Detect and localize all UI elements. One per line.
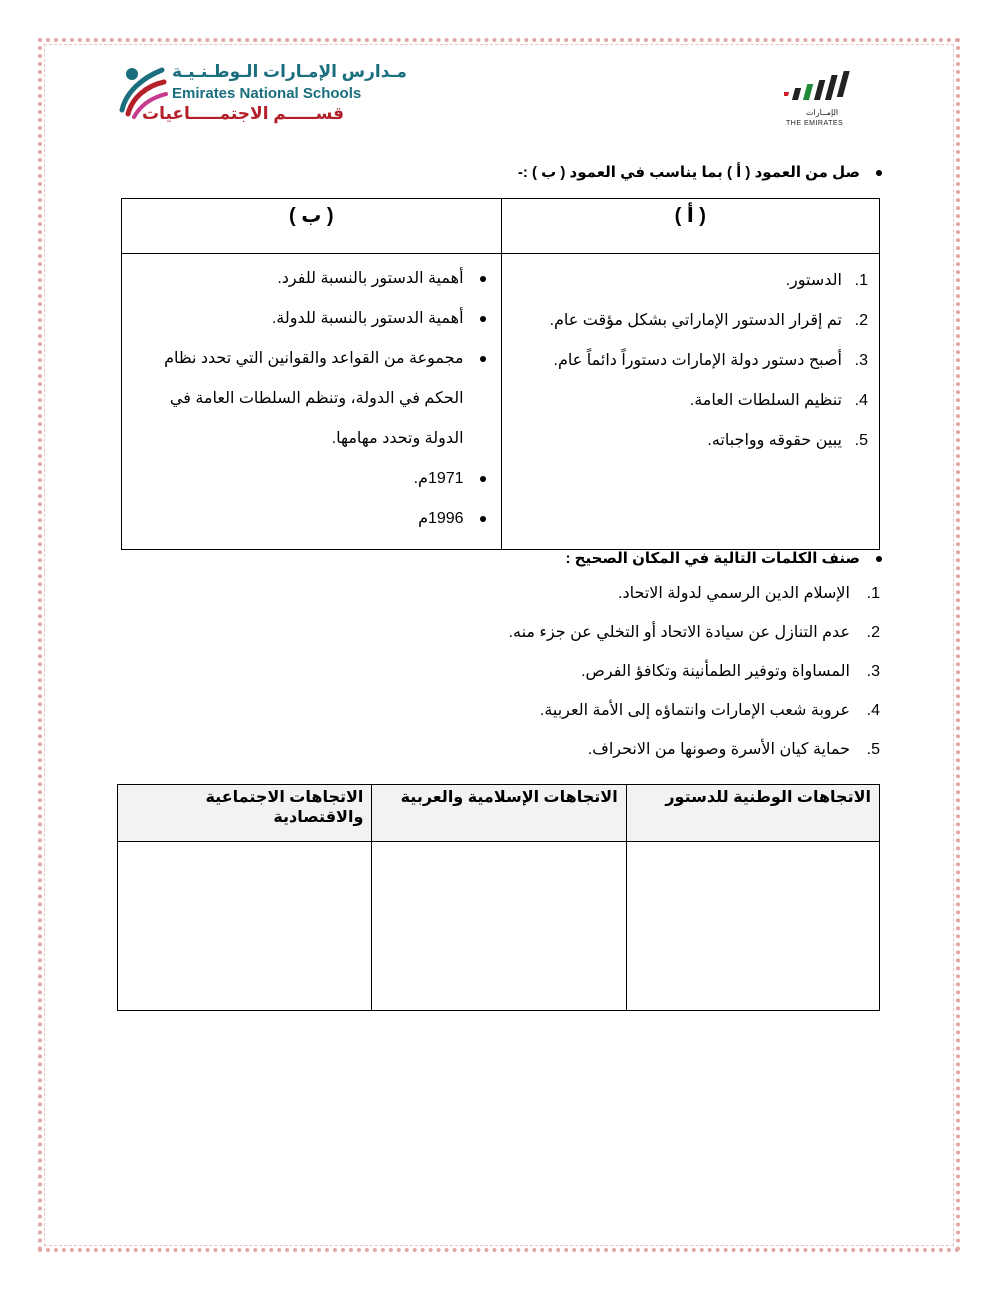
list-item xyxy=(503,261,868,301)
answer-cell-national[interactable] xyxy=(626,842,879,1011)
item-number: 4. xyxy=(866,702,880,719)
school-logo xyxy=(112,58,407,130)
item-number: 2. xyxy=(866,624,880,641)
list-item xyxy=(508,613,880,652)
column-b-cell xyxy=(122,254,502,550)
item-number: 5. xyxy=(866,741,880,758)
item-text: حماية كيان الأسرة وصونها من الانحراف. xyxy=(587,741,850,758)
emirates-name-ar: الإمــارات xyxy=(806,108,839,117)
column-b-header: ( ب ) xyxy=(122,199,502,254)
header-national-trends: الاتجاهات الوطنية للدستور xyxy=(626,785,879,842)
matching-table xyxy=(121,198,880,550)
list-item xyxy=(503,341,868,381)
question2-prompt-text: صنف الكلمات التالية في المكان الصحيح : xyxy=(565,550,860,567)
list-item xyxy=(503,421,868,461)
header-social-economic-trends: الاتجاهات الاجتماعية والاقتصادية xyxy=(118,785,372,842)
header-islamic-arab-trends: الاتجاهات الإسلامية والعربية xyxy=(372,785,626,842)
classification-table xyxy=(117,784,880,1011)
answer-cell-islamic-arab[interactable] xyxy=(372,842,626,1011)
item-text: أصبح دستور دولة الإمارات دستوراً دائماً عام. xyxy=(553,352,842,369)
emirates-logo xyxy=(784,70,860,130)
column-a-header: ( أ ) xyxy=(501,199,879,254)
emirates-name-en: THE EMIRATES xyxy=(786,120,844,127)
question1-prompt xyxy=(518,163,882,181)
bullet-icon xyxy=(876,170,882,176)
question2-prompt xyxy=(565,549,882,567)
bullet-icon xyxy=(876,556,882,562)
item-text: عروبة شعب الإمارات وانتماؤه إلى الأمة العربية. xyxy=(539,702,850,719)
question1-prompt-text: صل من العمود ( أ ) بما يناسب في العمود ( ب ) :- xyxy=(517,164,860,181)
list-item: أهمية الدستور بالنسبة للدولة. xyxy=(123,299,464,339)
classify-list xyxy=(508,574,880,769)
item-number: 1. xyxy=(854,272,868,289)
school-name-ar: مـدارس الإمـارات الـوطـنـيـة xyxy=(172,62,407,81)
emirates-stripes-icon xyxy=(784,70,860,110)
item-text: تم إقرار الدستور الإماراتي بشكل مؤقت عام. xyxy=(549,312,842,329)
item-number: 1. xyxy=(866,585,880,602)
list-item xyxy=(503,381,868,421)
item-text: عدم التنازل عن سيادة الاتحاد أو التخلي عن جزء منه. xyxy=(508,624,850,641)
list-item xyxy=(509,652,880,691)
list-item: أهمية الدستور بالنسبة للفرد. xyxy=(123,259,464,299)
answer-cell-social-economic[interactable] xyxy=(118,842,372,1011)
department-name: قســـــم الاجتمـــــاعيات xyxy=(142,104,345,123)
item-number: 3. xyxy=(854,352,868,369)
item-number: 5. xyxy=(854,432,868,449)
list-item: مجموعة من القواعد والقوانين التي تحدد نظام الحكم في الدولة، وتنظم السلطات العامة في الدولة وتحدد مهامها. xyxy=(123,339,464,459)
list-item xyxy=(509,574,880,613)
item-text: الإسلام الدين الرسمي لدولة الاتحاد. xyxy=(618,585,850,602)
column-b-list xyxy=(123,259,500,539)
item-text: المساواة وتوفير الطمأنينة وتكافؤ الفرص. xyxy=(581,663,850,680)
list-item: 1996م xyxy=(123,499,464,539)
item-text: يبين حقوقه وواجباته. xyxy=(707,432,842,449)
item-number: 2. xyxy=(854,312,868,329)
column-a-list xyxy=(503,261,878,461)
school-name-en: Emirates National Schools xyxy=(172,85,362,102)
list-item xyxy=(503,301,868,341)
list-item xyxy=(509,691,880,730)
column-a-cell xyxy=(501,254,879,550)
list-item: 1971م. xyxy=(123,459,464,499)
item-number: 4. xyxy=(854,392,868,409)
list-item xyxy=(509,730,880,769)
item-text: الدستور. xyxy=(785,272,842,289)
item-text: تنظيم السلطات العامة. xyxy=(689,392,842,409)
item-number: 3. xyxy=(866,663,880,680)
